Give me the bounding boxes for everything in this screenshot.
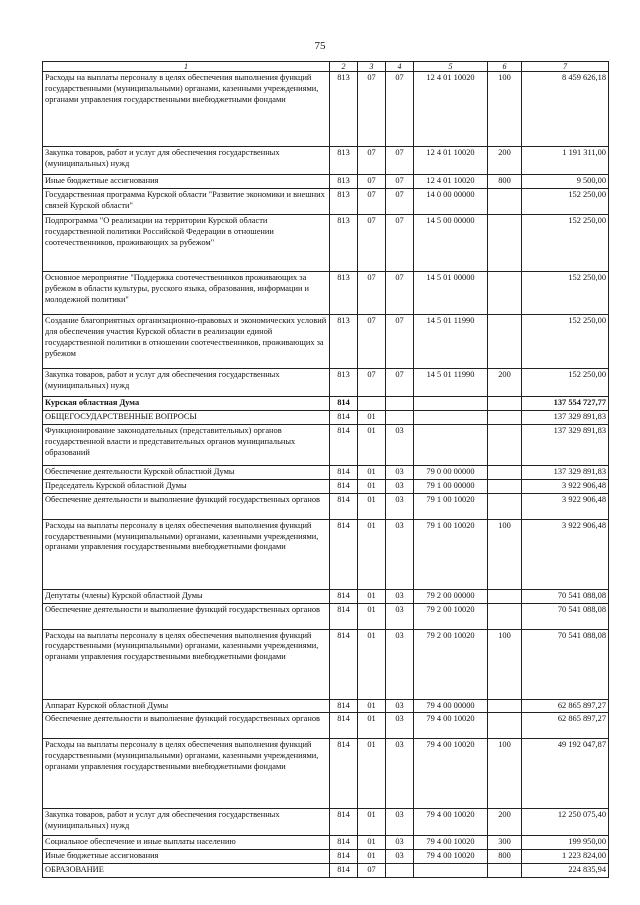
amount-cell: 8 459 626,18 — [522, 72, 609, 147]
row-name-cell: ОБРАЗОВАНИЕ — [43, 864, 330, 878]
section-cell: 01 — [358, 519, 386, 589]
amount-cell: 1 223 824,00 — [522, 850, 609, 864]
target-article-cell: 79 1 00 00000 — [414, 479, 488, 493]
amount-cell: 137 329 891,83 — [522, 410, 609, 424]
table-row — [43, 603, 609, 629]
ministry-code-cell: 814 — [330, 493, 358, 519]
expense-type-cell: 300 — [488, 836, 522, 850]
section-cell: 01 — [358, 809, 386, 836]
expense-type-cell — [488, 214, 522, 271]
expense-type-cell: 800 — [488, 850, 522, 864]
column-header: 1 — [43, 62, 330, 72]
row-name-cell: Создание благоприятных организационно-правовых и экономических условий для обеспечения участия Курской области в реализации единой государственной политики в отношении соотечественников, проживающих за рубежом — [43, 314, 330, 368]
target-article-cell — [414, 396, 488, 410]
row-name-cell: Председатель Курской областной Думы — [43, 479, 330, 493]
section-cell — [358, 396, 386, 410]
amount-cell: 152 250,00 — [522, 214, 609, 271]
expense-type-cell — [488, 271, 522, 314]
ministry-code-cell: 813 — [330, 271, 358, 314]
row-name-cell: Закупка товаров, работ и услуг для обеспечения государственных (муниципальных) нужд — [43, 147, 330, 175]
table-row — [43, 175, 609, 189]
amount-cell: 62 865 897,27 — [522, 713, 609, 739]
row-name-cell: ОБЩЕГОСУДАРСТВЕННЫЕ ВОПРОСЫ — [43, 410, 330, 424]
expense-type-cell — [488, 314, 522, 368]
table-row — [43, 809, 609, 836]
row-name-cell: Обеспечение деятельности и выполнение функций государственных органов — [43, 713, 330, 739]
table-row — [43, 368, 609, 396]
ministry-code-cell: 813 — [330, 314, 358, 368]
section-cell: 07 — [358, 188, 386, 214]
expense-type-cell: 100 — [488, 739, 522, 809]
amount-cell: 12 250 075,40 — [522, 809, 609, 836]
row-name-cell: Расходы на выплаты персоналу в целях обеспечения выполнения функций государственными (муниципальными) органами, казенными учреждениями, органами управления государственными внебюджетными фондами — [43, 629, 330, 699]
ministry-code-cell: 814 — [330, 629, 358, 699]
amount-cell: 70 541 088,08 — [522, 629, 609, 699]
table-row — [43, 493, 609, 519]
table-row — [43, 271, 609, 314]
target-article-cell: 14 5 01 11990 — [414, 368, 488, 396]
budget-table — [42, 61, 609, 878]
target-article-cell — [414, 864, 488, 878]
subsection-cell: 03 — [386, 465, 414, 479]
target-article-cell: 79 4 00 00000 — [414, 699, 488, 713]
row-name-cell: Функционирование законодательных (представительных) органов государственной власти и представительных органов муниципальных образований — [43, 424, 330, 465]
ministry-code-cell: 814 — [330, 809, 358, 836]
amount-cell: 199 950,00 — [522, 836, 609, 850]
ministry-code-cell: 813 — [330, 175, 358, 189]
expense-type-cell — [488, 465, 522, 479]
row-name-cell: Обеспечение деятельности Курской областной Думы — [43, 465, 330, 479]
expense-type-cell — [488, 589, 522, 603]
expense-type-cell — [488, 424, 522, 465]
target-article-cell: 79 4 00 10020 — [414, 850, 488, 864]
column-header: 2 — [330, 62, 358, 72]
target-article-cell — [414, 424, 488, 465]
section-cell: 01 — [358, 739, 386, 809]
target-article-cell: 79 1 00 10020 — [414, 493, 488, 519]
section-cell: 01 — [358, 424, 386, 465]
ministry-code-cell: 814 — [330, 410, 358, 424]
column-number-header — [43, 62, 609, 72]
ministry-code-cell: 813 — [330, 72, 358, 147]
section-cell: 07 — [358, 314, 386, 368]
amount-cell: 137 329 891,83 — [522, 465, 609, 479]
amount-cell: 3 922 906,48 — [522, 493, 609, 519]
section-cell: 01 — [358, 479, 386, 493]
target-article-cell: 12 4 01 10020 — [414, 175, 488, 189]
subsection-cell: 07 — [386, 175, 414, 189]
table-row — [43, 629, 609, 699]
row-name-cell: Иные бюджетные ассигнования — [43, 850, 330, 864]
expense-type-cell — [488, 713, 522, 739]
table-row — [43, 410, 609, 424]
target-article-cell — [414, 410, 488, 424]
row-name-cell: Обеспечение деятельности и выполнение функций государственных органов — [43, 603, 330, 629]
section-cell: 01 — [358, 850, 386, 864]
section-cell: 07 — [358, 271, 386, 314]
row-name-cell: Социальное обеспечение и иные выплаты населению — [43, 836, 330, 850]
section-cell: 07 — [358, 72, 386, 147]
target-article-cell: 14 0 00 00000 — [414, 188, 488, 214]
subsection-cell: 03 — [386, 739, 414, 809]
expense-type-cell: 100 — [488, 72, 522, 147]
target-article-cell: 79 2 00 10020 — [414, 629, 488, 699]
subsection-cell: 03 — [386, 809, 414, 836]
subsection-cell: 03 — [386, 603, 414, 629]
target-article-cell: 79 4 00 10020 — [414, 836, 488, 850]
table-row — [43, 519, 609, 589]
subsection-cell: 03 — [386, 519, 414, 589]
amount-cell: 70 541 088,08 — [522, 589, 609, 603]
section-cell: 01 — [358, 589, 386, 603]
ministry-code-cell: 813 — [330, 214, 358, 271]
row-name-cell: Государственная программа Курской области "Развитие экономики и внешних связей Курской области" — [43, 188, 330, 214]
table-row — [43, 836, 609, 850]
column-header: 4 — [386, 62, 414, 72]
subsection-cell: 03 — [386, 493, 414, 519]
amount-cell: 224 835,94 — [522, 864, 609, 878]
section-cell: 01 — [358, 603, 386, 629]
row-name-cell: Депутаты (члены) Курской областной Думы — [43, 589, 330, 603]
expense-type-cell — [488, 410, 522, 424]
amount-cell: 137 329 891,83 — [522, 424, 609, 465]
subsection-cell — [386, 864, 414, 878]
table-row — [43, 147, 609, 175]
amount-cell: 152 250,00 — [522, 368, 609, 396]
expense-type-cell — [488, 864, 522, 878]
target-article-cell: 79 4 00 10020 — [414, 713, 488, 739]
section-cell: 07 — [358, 147, 386, 175]
subsection-cell: 07 — [386, 72, 414, 147]
row-name-cell: Иные бюджетные ассигнования — [43, 175, 330, 189]
amount-cell: 3 922 906,48 — [522, 519, 609, 589]
ministry-code-cell: 814 — [330, 396, 358, 410]
target-article-cell: 12 4 01 10020 — [414, 72, 488, 147]
row-name-cell: Расходы на выплаты персоналу в целях обеспечения выполнения функций государственными (муниципальными) органами, казенными учреждениями, органами управления государственными внебюджетными фондами — [43, 72, 330, 147]
section-cell: 01 — [358, 493, 386, 519]
expense-type-cell — [488, 479, 522, 493]
table-row — [43, 589, 609, 603]
amount-cell: 62 865 897,27 — [522, 699, 609, 713]
subsection-cell: 03 — [386, 629, 414, 699]
table-row — [43, 713, 609, 739]
ministry-code-cell: 814 — [330, 699, 358, 713]
amount-cell: 137 554 727,77 — [522, 396, 609, 410]
ministry-code-cell: 814 — [330, 864, 358, 878]
ministry-code-cell: 814 — [330, 739, 358, 809]
expense-type-cell — [488, 699, 522, 713]
row-name-cell: Расходы на выплаты персоналу в целях обеспечения выполнения функций государственными (муниципальными) органами, казенными учреждениями, органами управления государственными внебюджетными фондами — [43, 739, 330, 809]
ministry-code-cell: 814 — [330, 424, 358, 465]
section-cell: 01 — [358, 836, 386, 850]
column-header: 5 — [414, 62, 488, 72]
subsection-cell: 03 — [386, 589, 414, 603]
table-row — [43, 479, 609, 493]
expense-type-cell: 200 — [488, 809, 522, 836]
amount-cell: 3 922 906,48 — [522, 479, 609, 493]
row-name-cell: Курская областная Дума — [43, 396, 330, 410]
amount-cell: 49 192 047,87 — [522, 739, 609, 809]
target-article-cell: 79 4 00 10020 — [414, 739, 488, 809]
row-name-cell: Расходы на выплаты персоналу в целях обеспечения выполнения функций государственными (муниципальными) органами, казенными учреждениями, органами управления государственными внебюджетными фондами — [43, 519, 330, 589]
subsection-cell: 03 — [386, 699, 414, 713]
column-header: 6 — [488, 62, 522, 72]
section-cell: 01 — [358, 699, 386, 713]
amount-cell: 152 250,00 — [522, 271, 609, 314]
table-row — [43, 864, 609, 878]
amount-cell: 152 250,00 — [522, 314, 609, 368]
table-row — [43, 850, 609, 864]
row-name-cell: Закупка товаров, работ и услуг для обеспечения государственных (муниципальных) нужд — [43, 368, 330, 396]
target-article-cell: 12 4 01 10020 — [414, 147, 488, 175]
row-name-cell: Обеспечение деятельности и выполнение функций государственных органов — [43, 493, 330, 519]
amount-cell: 152 250,00 — [522, 188, 609, 214]
ministry-code-cell: 814 — [330, 479, 358, 493]
section-cell: 01 — [358, 713, 386, 739]
ministry-code-cell: 814 — [330, 850, 358, 864]
section-cell: 01 — [358, 465, 386, 479]
expense-type-cell — [488, 396, 522, 410]
table-body — [43, 72, 609, 878]
subsection-cell — [386, 410, 414, 424]
page-number: 75 — [314, 40, 326, 52]
table-row — [43, 465, 609, 479]
ministry-code-cell: 814 — [330, 603, 358, 629]
ministry-code-cell: 813 — [330, 188, 358, 214]
target-article-cell: 79 4 00 10020 — [414, 809, 488, 836]
amount-cell: 9 500,00 — [522, 175, 609, 189]
column-header: 7 — [522, 62, 609, 72]
subsection-cell: 07 — [386, 147, 414, 175]
target-article-cell: 14 5 01 00000 — [414, 271, 488, 314]
subsection-cell: 03 — [386, 424, 414, 465]
row-name-cell: Закупка товаров, работ и услуг для обеспечения государственных (муниципальных) нужд — [43, 809, 330, 836]
table-row — [43, 314, 609, 368]
expense-type-cell: 100 — [488, 519, 522, 589]
table-row — [43, 739, 609, 809]
subsection-cell: 03 — [386, 713, 414, 739]
expense-type-cell — [488, 188, 522, 214]
subsection-cell: 03 — [386, 836, 414, 850]
section-cell: 01 — [358, 629, 386, 699]
expense-type-cell: 200 — [488, 368, 522, 396]
expense-type-cell — [488, 493, 522, 519]
subsection-cell: 07 — [386, 188, 414, 214]
subsection-cell: 07 — [386, 271, 414, 314]
subsection-cell — [386, 396, 414, 410]
section-cell: 07 — [358, 368, 386, 396]
ministry-code-cell: 814 — [330, 465, 358, 479]
amount-cell: 70 541 088,08 — [522, 603, 609, 629]
row-name-cell: Аппарат Курской областной Думы — [43, 699, 330, 713]
section-cell: 01 — [358, 410, 386, 424]
expense-type-cell: 200 — [488, 147, 522, 175]
ministry-code-cell: 814 — [330, 519, 358, 589]
target-article-cell: 79 2 00 10020 — [414, 603, 488, 629]
column-header: 3 — [358, 62, 386, 72]
section-cell: 07 — [358, 864, 386, 878]
subsection-cell: 07 — [386, 214, 414, 271]
target-article-cell: 14 5 01 11990 — [414, 314, 488, 368]
ministry-code-cell: 813 — [330, 368, 358, 396]
target-article-cell: 79 2 00 00000 — [414, 589, 488, 603]
table-row — [43, 72, 609, 147]
row-name-cell: Основное мероприятие "Поддержка соотечественников проживающих за рубежом в области культуры, русского языка, образования, информации и молодежной политики" — [43, 271, 330, 314]
section-cell: 07 — [358, 175, 386, 189]
expense-type-cell — [488, 603, 522, 629]
subsection-cell: 07 — [386, 368, 414, 396]
subsection-cell: 03 — [386, 850, 414, 864]
ministry-code-cell: 814 — [330, 713, 358, 739]
row-name-cell: Подпрограмма "О реализации на территории Курской области государственной политики Российской Федерации в отношении соотечественников, проживающих за рубежом" — [43, 214, 330, 271]
expense-type-cell: 800 — [488, 175, 522, 189]
target-article-cell: 79 0 00 00000 — [414, 465, 488, 479]
ministry-code-cell: 814 — [330, 836, 358, 850]
ministry-code-cell: 813 — [330, 147, 358, 175]
table-row — [43, 396, 609, 410]
target-article-cell: 14 5 00 00000 — [414, 214, 488, 271]
amount-cell: 1 191 311,00 — [522, 147, 609, 175]
section-cell: 07 — [358, 214, 386, 271]
expense-type-cell: 100 — [488, 629, 522, 699]
table-row — [43, 214, 609, 271]
table-row — [43, 188, 609, 214]
target-article-cell: 79 1 00 10020 — [414, 519, 488, 589]
table-row — [43, 699, 609, 713]
subsection-cell: 07 — [386, 314, 414, 368]
subsection-cell: 03 — [386, 479, 414, 493]
ministry-code-cell: 814 — [330, 589, 358, 603]
table-row — [43, 424, 609, 465]
